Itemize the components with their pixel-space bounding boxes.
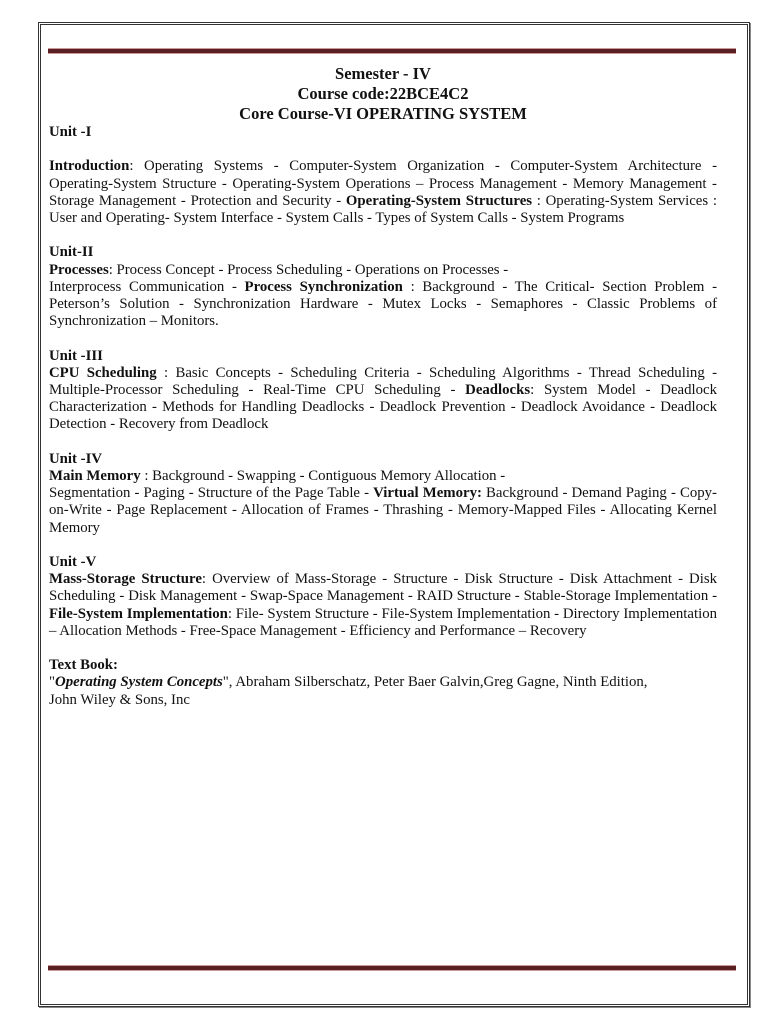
unit-title: Unit -III <box>49 347 103 364</box>
topic-text: : Overview of Mass-Storage - Structure - Disk Structure - Disk Attachment - Disk Scheduling - Disk Management - Swap-Space Management - RAID Structure - Stable-Storage Implementation - <box>49 571 718 605</box>
course-code: Course code:22BCE4C2 <box>297 84 469 103</box>
unit-description <box>49 571 717 640</box>
course-header <box>49 64 717 124</box>
bottom-divider <box>48 965 736 971</box>
topic-heading: Mass-Storage Structure <box>49 571 202 588</box>
topic-heading: CPU Scheduling <box>49 364 157 381</box>
unit-title: Unit-II <box>49 244 94 261</box>
topic-text: " <box>49 674 56 691</box>
topic-text: : Background - Swapping - Contiguous Memory Allocation - <box>140 468 506 485</box>
unit-title: Unit -IV <box>49 450 103 467</box>
units-list <box>49 124 717 709</box>
topic-text: : Basic Concepts - Scheduling Criteria - Scheduling Algorithms - Thread Scheduling - Multiple-Processor Scheduling - Real-Time CPU Scheduling - <box>49 364 717 399</box>
unit-description <box>49 468 717 537</box>
semester-title: Semester - IV <box>335 64 431 83</box>
topic-text: : Operating-System Services : User and Operating- System Interface - System Calls - Types of System Calls - System Programs <box>49 192 717 227</box>
topic-heading: Main Memory <box>49 468 141 485</box>
topic-text: : Process Concept - Process Scheduling - Operations on Processes - <box>108 261 509 278</box>
unit-description <box>49 262 717 331</box>
topic-heading: Operating System Concepts <box>55 674 223 691</box>
topic-heading: Introduction <box>49 158 130 175</box>
unit-section <box>49 657 717 709</box>
topic-heading: Virtual Memory: <box>373 485 482 502</box>
unit-section <box>49 348 717 434</box>
topic-heading: Process Synchronization <box>244 278 403 295</box>
unit-description <box>49 158 717 227</box>
unit-section <box>49 554 717 640</box>
topic-text: Interprocess Communication - <box>49 278 245 295</box>
unit-title: Unit -V <box>49 554 97 571</box>
unit-description <box>49 365 717 434</box>
course-title: Core Course-VI OPERATING SYSTEM <box>239 104 527 123</box>
topic-text: Segmentation - Paging - Structure of the Page Table - <box>49 485 374 502</box>
topic-text: Background - Demand Paging - Copy-on-Write - Page Replacement - Allocation of Frames - Thrashing - Memory-Mapped Files - Allocating Kernel Memory <box>49 485 717 536</box>
topic-text: John Wiley & Sons, Inc <box>49 691 190 708</box>
unit-section <box>49 124 717 227</box>
top-divider <box>48 48 736 54</box>
unit-title: Unit -I <box>49 124 92 140</box>
topic-text: ", Abraham Silberschatz, Peter Baer Galvin,Greg Gagne, Ninth Edition, <box>222 674 648 691</box>
topic-text: : File- System Structure - File-System Implementation - Directory Implementation – Allocation Methods - Free-Space Management - Efficiency and Performance – Recovery <box>49 605 718 639</box>
topic-heading: Operating-System Structures <box>345 192 533 209</box>
unit-section <box>49 244 717 330</box>
topic-text: : Operating Systems - Computer-System Organization - Computer-System Architecture - Operating-System Structure - Operating-System Operations – Process Management - Memory Management - Storage Management - Protection and Security - <box>49 158 717 209</box>
topic-heading: File-System Implementation <box>49 605 228 622</box>
topic-heading: Deadlocks <box>465 382 531 399</box>
unit-section <box>49 451 717 537</box>
topic-heading: Processes <box>49 261 109 278</box>
topic-text: : System Model - Deadlock Characterization - Methods for Handling Deadlocks - Deadlock Prevention - Deadlock Avoidance - Deadlock Detection - Recovery from Deadlock <box>49 382 717 433</box>
topic-text: : Background - The Critical- Section Problem - Peterson’s Solution - Synchronization Hardware - Mutex Locks - Semaphores - Classic Problems of Synchronization – Monitors. <box>49 278 717 330</box>
syllabus-content <box>49 64 717 709</box>
unit-description <box>49 674 717 708</box>
unit-title: Text Book: <box>49 657 118 674</box>
